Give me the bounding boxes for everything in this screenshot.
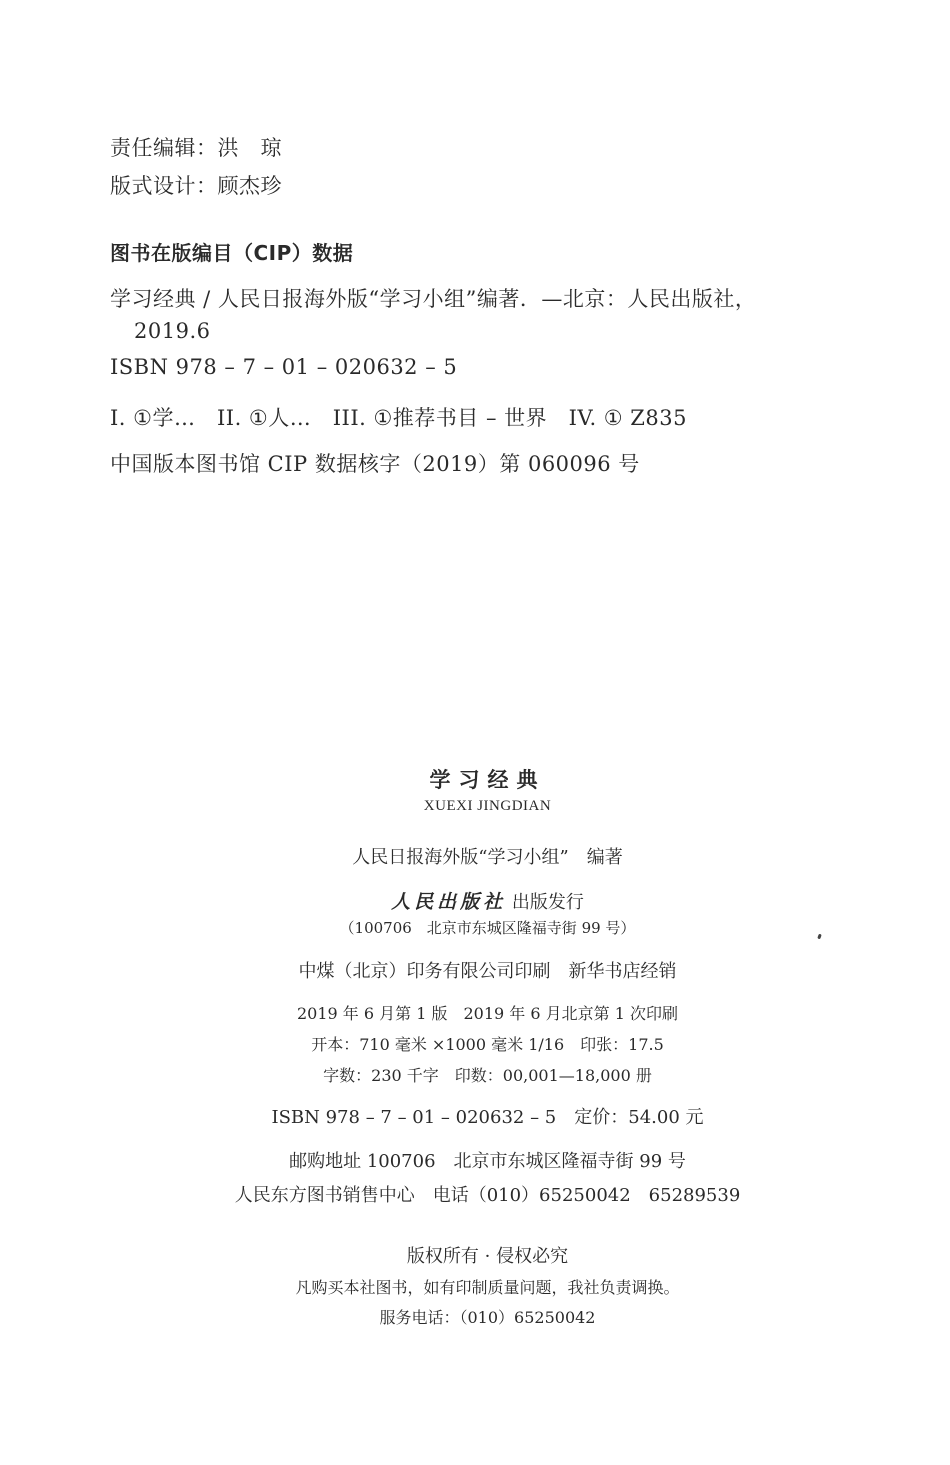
publisher-address: （100706 北京市东城区隆福寺街 99 号） — [339, 919, 636, 937]
edition-line: 2019 年 6 月第 1 版 2019 年 6 月北京第 1 次印刷 — [296, 1004, 679, 1023]
quality-notice: 凡购买本社图书，如有印制质量问题，我社负责调换。 — [295, 1278, 680, 1297]
print-speck — [817, 934, 822, 940]
publisher-logotype: 人民出版社 — [391, 891, 507, 913]
book-title-pinyin: XUEXI JINGDIAN — [423, 798, 552, 814]
designer-credit: 版式设计：顾杰珍 — [110, 174, 282, 198]
cip-number: 中国版本图书馆 CIP 数据核字（2019）第 060096 号 — [110, 452, 640, 476]
cip-record-line1: 学习经典 / 人民日报海外版“学习小组”编著．—北京：人民出版社， — [110, 287, 757, 311]
cip-record-line2: 2019.6 — [134, 319, 211, 343]
format-line: 开本：710 毫米 ×1000 毫米 1/16 印张：17.5 — [311, 1035, 664, 1054]
editor-credit: 责任编辑：洪 琼 — [110, 136, 282, 160]
word-count-line: 字数：230 千字 印数：00,001—18,000 册 — [323, 1066, 652, 1085]
isbn-price-line: ISBN 978 – 7 – 01 – 020632 – 5 定价：54.00 元 — [271, 1107, 704, 1128]
book-title: 学习经典 — [429, 768, 546, 792]
publisher-action: 出版发行 — [511, 892, 584, 913]
publisher-line — [0, 887, 950, 914]
author-line: 人民日报海外版“学习小组” 编著 — [352, 847, 623, 868]
service-phone: 服务电话：（010）65250042 — [379, 1308, 596, 1327]
cip-heading: 图书在版编目（CIP）数据 — [110, 241, 354, 265]
cip-classification: I. ①学… II. ①人… III. ①推荐书目 – 世界 IV. ① Z835 — [110, 406, 687, 430]
mail-order-line: 邮购地址 100706 北京市东城区隆福寺街 99 号 — [289, 1151, 686, 1172]
copyright-notice: 版权所有 · 侵权必究 — [406, 1246, 569, 1267]
cip-isbn: ISBN 978 – 7 – 01 – 020632 – 5 — [110, 355, 458, 379]
sales-center-line: 人民东方图书销售中心 电话（010）65250042 65289539 — [234, 1185, 741, 1206]
printer-line: 中煤（北京）印务有限公司印刷 新华书店经销 — [298, 961, 677, 982]
